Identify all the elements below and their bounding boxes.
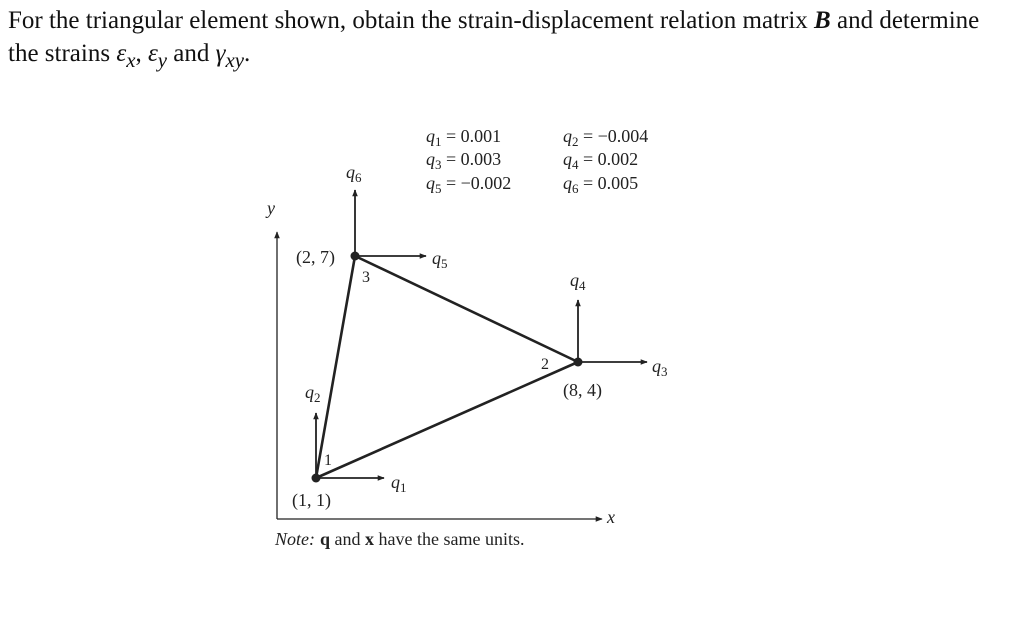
strain-y-symbol: $\varepsilon_y$: [147, 40, 168, 72]
shear-strain-symbol: $\gamma_{xy}$: [215, 40, 245, 72]
node-1-number: 1: [324, 452, 332, 469]
given-q3: $q_3 = 0.003$: [426, 149, 502, 172]
strain-x-symbol: $\varepsilon_x$: [116, 40, 136, 72]
units-note: Note: q and x have the same units.: [275, 529, 525, 549]
given-q6: $q_6 = 0.005$: [563, 173, 639, 196]
q4-label: $q_4$: [570, 270, 586, 293]
q6-label: $q_6$: [346, 162, 362, 185]
q1-label: $q_1$: [391, 472, 407, 495]
problem-statement: For the triangular element shown, obtain the strain-displacement relation matrix B and determine the strains $\varepsilon_x$, $\varepsilon_y$ and $\gamma_{xy}$.: [8, 7, 980, 72]
triangle-element: [316, 256, 578, 478]
given-q1: $q_1 = 0.001$: [426, 126, 502, 149]
node-1-coords: (1, 1): [292, 490, 331, 510]
y-axis-label: y: [267, 198, 275, 218]
given-values: [426, 126, 648, 196]
q3-label: $q_3$: [652, 356, 668, 379]
x-axis-label: x: [607, 507, 615, 527]
given-q2: $q_2 = -0.004$: [563, 126, 649, 149]
node-3-coords: (2, 7): [296, 247, 335, 267]
q5-label: $q_5$: [432, 248, 448, 271]
q2-label: $q_2$: [305, 382, 321, 405]
problem-intro: For the triangular element shown, obtain the strain-displacement relation matrix: [8, 7, 815, 34]
given-q5: $q_5 = -0.002$: [426, 173, 512, 196]
matrix-symbol: B: [814, 7, 831, 34]
node-2-number: 2: [541, 356, 549, 373]
problem-middle: and determine the strains: [8, 7, 980, 67]
given-q4: $q_4 = 0.002$: [563, 149, 639, 172]
node-3-number: 3: [362, 269, 370, 286]
node-2-coords: (8, 4): [563, 380, 602, 400]
